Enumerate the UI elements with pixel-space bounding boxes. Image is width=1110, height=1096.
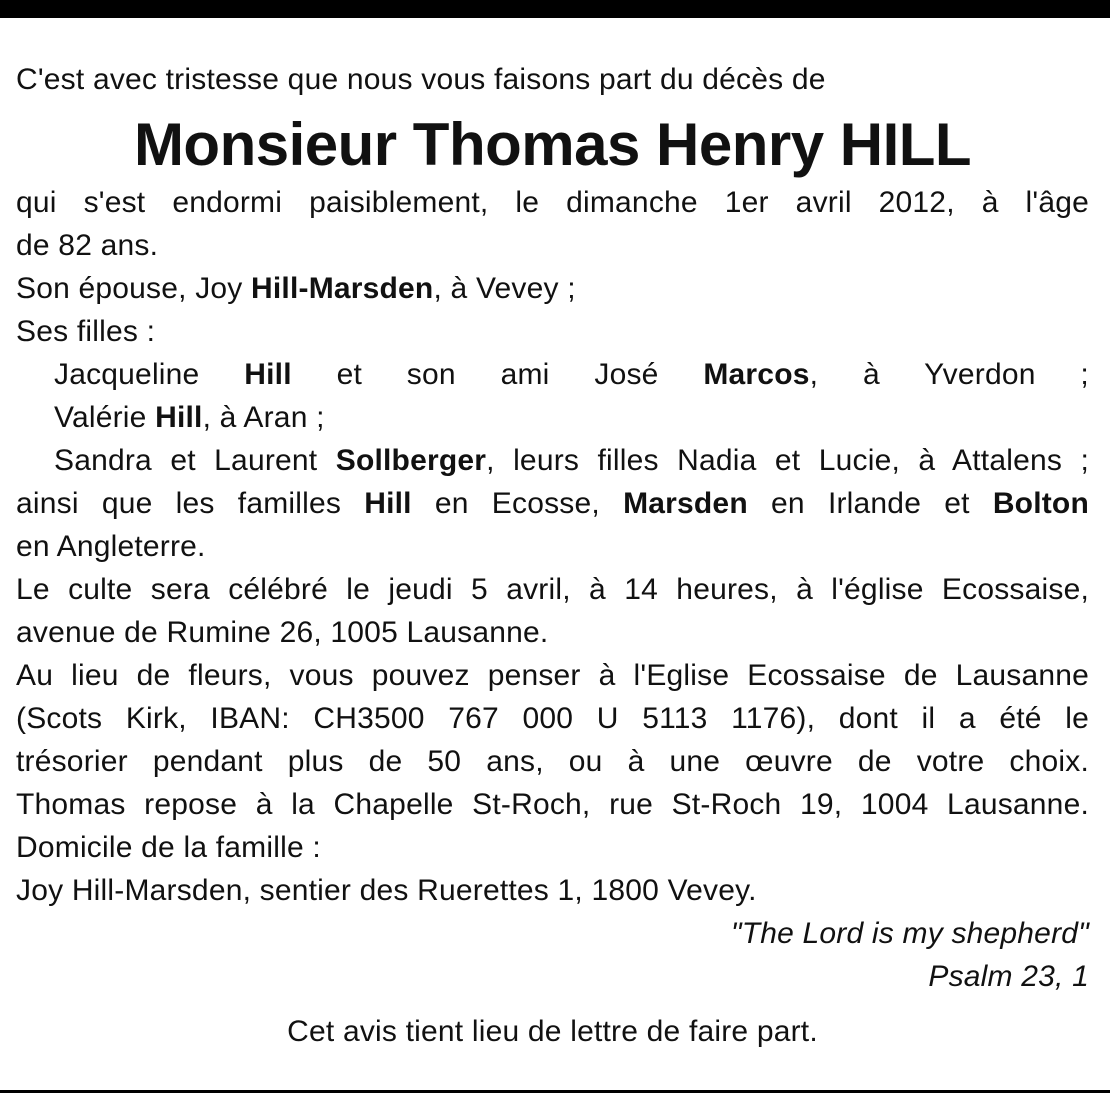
family-marsden: Marsden — [623, 487, 748, 520]
flowers-line-2: (Scots Kirk, IBAN: CH3500 767 000 U 5113 1176), dont il a été le — [16, 702, 1089, 735]
death-notice — [16, 58, 1089, 1053]
spouse-suffix: , à Vevey ; — [433, 272, 576, 305]
spouse-prefix: Son épouse, Joy — [16, 272, 252, 305]
bottom-rule — [0, 1090, 1110, 1093]
daughter-3-names: Sandra et Laurent — [54, 444, 336, 477]
top-rule — [0, 0, 1110, 18]
daughter-1-partner: et son ami José — [291, 358, 704, 391]
intro-line: C'est avec tristesse que nous vous faisons part du décès de — [16, 63, 826, 96]
bible-quote-reference: Psalm 23, 1 — [928, 960, 1089, 993]
daughter-line-2 — [16, 396, 1089, 439]
families-scotland: en Ecosse, — [411, 487, 624, 520]
daughter-3-details: , leurs filles Nadia et Lucie, à Attalens ; — [486, 444, 1089, 477]
daughter-2-firstname: Valérie — [54, 401, 156, 434]
daughter-3-surname: Sollberger — [335, 444, 487, 477]
daughter-1-firstname: Jacqueline — [54, 358, 245, 391]
service-line-1: Le culte sera célébré le jeudi 5 avril, à 14 heures, à l'église Ecossaise, — [16, 573, 1089, 606]
footer-note: Cet avis tient lieu de lettre de faire part. — [287, 1015, 818, 1048]
daughter-2-surname: Hill — [155, 401, 203, 434]
spouse-surname: Hill-Marsden — [251, 272, 434, 305]
family-bolton: Bolton — [992, 487, 1089, 520]
death-line-1: qui s'est endormi paisiblement, le dimanche 1er avril 2012, à l'âge — [16, 186, 1089, 219]
flowers-line-3: trésorier pendant plus de 50 ans, ou à une œuvre de votre choix. — [16, 745, 1089, 778]
spouse-line — [16, 267, 1089, 310]
families-intro: ainsi que les familles — [16, 487, 365, 520]
daughter-1-place: , à Yverdon ; — [809, 358, 1089, 391]
family-hill: Hill — [364, 487, 412, 520]
death-line-2: de 82 ans. — [16, 229, 159, 262]
daughter-1-partner-surname: Marcos — [703, 358, 810, 391]
daughter-2-place: , à Aran ; — [202, 401, 325, 434]
families-line-2: en Angleterre. — [16, 530, 206, 563]
deceased-name: Monsieur Thomas Henry HILL — [133, 111, 972, 178]
families-ireland: en Irlande et — [747, 487, 993, 520]
daughter-1-surname: Hill — [244, 358, 292, 391]
flowers-line-1: Au lieu de fleurs, vous pouvez penser à l'Eglise Ecossaise de Lausanne — [16, 659, 1089, 692]
families-line-1 — [16, 482, 1089, 525]
daughters-label: Ses filles : — [16, 315, 156, 348]
domicile-label: Domicile de la famille : — [16, 831, 321, 864]
domicile-address: Joy Hill-Marsden, sentier des Ruerettes 1, 1800 Vevey. — [16, 874, 757, 907]
bible-quote: "The Lord is my shepherd" — [730, 917, 1089, 950]
rest-line: Thomas repose à la Chapelle St-Roch, rue St-Roch 19, 1004 Lausanne. — [16, 788, 1089, 821]
daughter-line-1 — [16, 353, 1089, 396]
daughter-line-3 — [16, 439, 1089, 482]
service-line-2: avenue de Rumine 26, 1005 Lausanne. — [16, 616, 549, 649]
